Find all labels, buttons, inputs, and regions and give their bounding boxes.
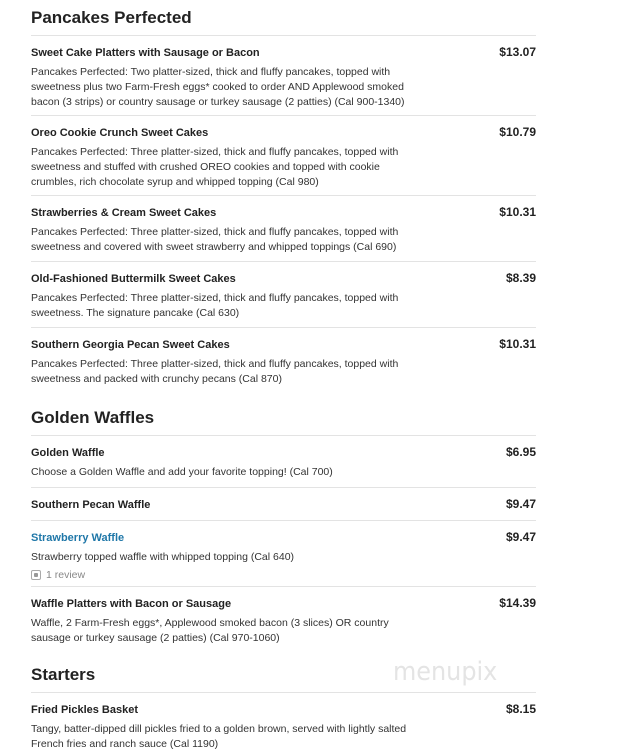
menu-item bbox=[31, 520, 536, 586]
item-name: Southern Georgia Pecan Sweet Cakes bbox=[31, 339, 230, 351]
menu-item bbox=[31, 327, 536, 395]
item-name: Sweet Cake Platters with Sausage or Bacon bbox=[31, 47, 260, 59]
watermark-logo: menupix bbox=[393, 657, 498, 687]
review-link[interactable] bbox=[31, 569, 536, 581]
menu-item bbox=[31, 692, 536, 755]
section-title: Starters bbox=[31, 665, 96, 684]
item-price: $9.47 bbox=[505, 530, 536, 544]
item-price: $6.95 bbox=[505, 445, 536, 459]
item-description: Choose a Golden Waffle and add your favorite topping! (Cal 700) bbox=[31, 466, 333, 478]
menu-section-waffles bbox=[31, 395, 536, 650]
item-name: Waffle Platters with Bacon or Sausage bbox=[31, 598, 232, 610]
menu-item bbox=[31, 435, 536, 487]
review-count: 1 review bbox=[46, 569, 86, 581]
item-price: $14.39 bbox=[499, 596, 536, 610]
item-price: $10.79 bbox=[499, 125, 536, 139]
menu-item bbox=[31, 487, 536, 520]
review-icon bbox=[31, 570, 41, 580]
item-description: Tangy, batter-dipped dill pickles fried to a golden brown, served with lightly salted French fries and ranch sauce (Cal 1190) bbox=[31, 723, 407, 750]
menu-item bbox=[31, 195, 536, 261]
item-price: $8.39 bbox=[505, 271, 536, 285]
item-description: Pancakes Perfected: Three platter-sized, thick and fluffy pancakes, topped with sweetness. The signature pancake (Cal 630) bbox=[31, 292, 399, 319]
section-title: Pancakes Perfected bbox=[31, 8, 192, 27]
item-description: Pancakes Perfected: Three platter-sized, thick and fluffy pancakes, topped with sweetness and covered with sweet strawberry and whipped toppings (Cal 690) bbox=[31, 226, 399, 253]
item-price: $10.31 bbox=[499, 205, 536, 219]
item-description: Waffle, 2 Farm-Fresh eggs*, Applewood smoked bacon (3 slices) OR country sausage or turkey sausage (2 patties) (Cal 970-1060) bbox=[31, 617, 389, 644]
item-name: Strawberries & Cream Sweet Cakes bbox=[31, 207, 217, 219]
item-price: $9.47 bbox=[505, 497, 536, 511]
menu-section-pancakes bbox=[31, 0, 536, 395]
item-description: Pancakes Perfected: Three platter-sized, thick and fluffy pancakes, topped with sweetness and packed with crunchy pecans (Cal 870) bbox=[31, 358, 399, 385]
menu-page bbox=[31, 0, 536, 755]
item-name: Golden Waffle bbox=[31, 447, 105, 459]
menu-item bbox=[31, 261, 536, 327]
item-description: Pancakes Perfected: Three platter-sized, thick and fluffy pancakes, topped with sweetness and stuffed with crushed OREO cookies and topped with cookie crumbles, rich chocolate syrup and whipped topping (Cal 980) bbox=[31, 146, 399, 188]
item-name: Old-Fashioned Buttermilk Sweet Cakes bbox=[31, 273, 236, 285]
item-description: Pancakes Perfected: Two platter-sized, thick and fluffy pancakes, topped with sweetness plus two Farm-Fresh eggs* cooked to order AND Applewood smoked bacon (3 strips) or country sausage or turkey sausage (2 patties) (Cal 900-1340) bbox=[31, 66, 405, 108]
item-name: Oreo Cookie Crunch Sweet Cakes bbox=[31, 127, 209, 139]
item-description: Strawberry topped waffle with whipped topping (Cal 640) bbox=[31, 551, 295, 563]
item-price: $13.07 bbox=[499, 45, 536, 59]
item-name: Southern Pecan Waffle bbox=[31, 499, 151, 511]
item-price: $10.31 bbox=[499, 337, 536, 351]
item-name-link[interactable]: Strawberry Waffle bbox=[31, 532, 125, 544]
menu-item bbox=[31, 586, 536, 650]
menu-item bbox=[31, 35, 536, 115]
item-name: Fried Pickles Basket bbox=[31, 704, 139, 716]
item-price: $8.15 bbox=[505, 702, 536, 716]
section-title: Golden Waffles bbox=[31, 408, 155, 427]
menu-item bbox=[31, 115, 536, 195]
